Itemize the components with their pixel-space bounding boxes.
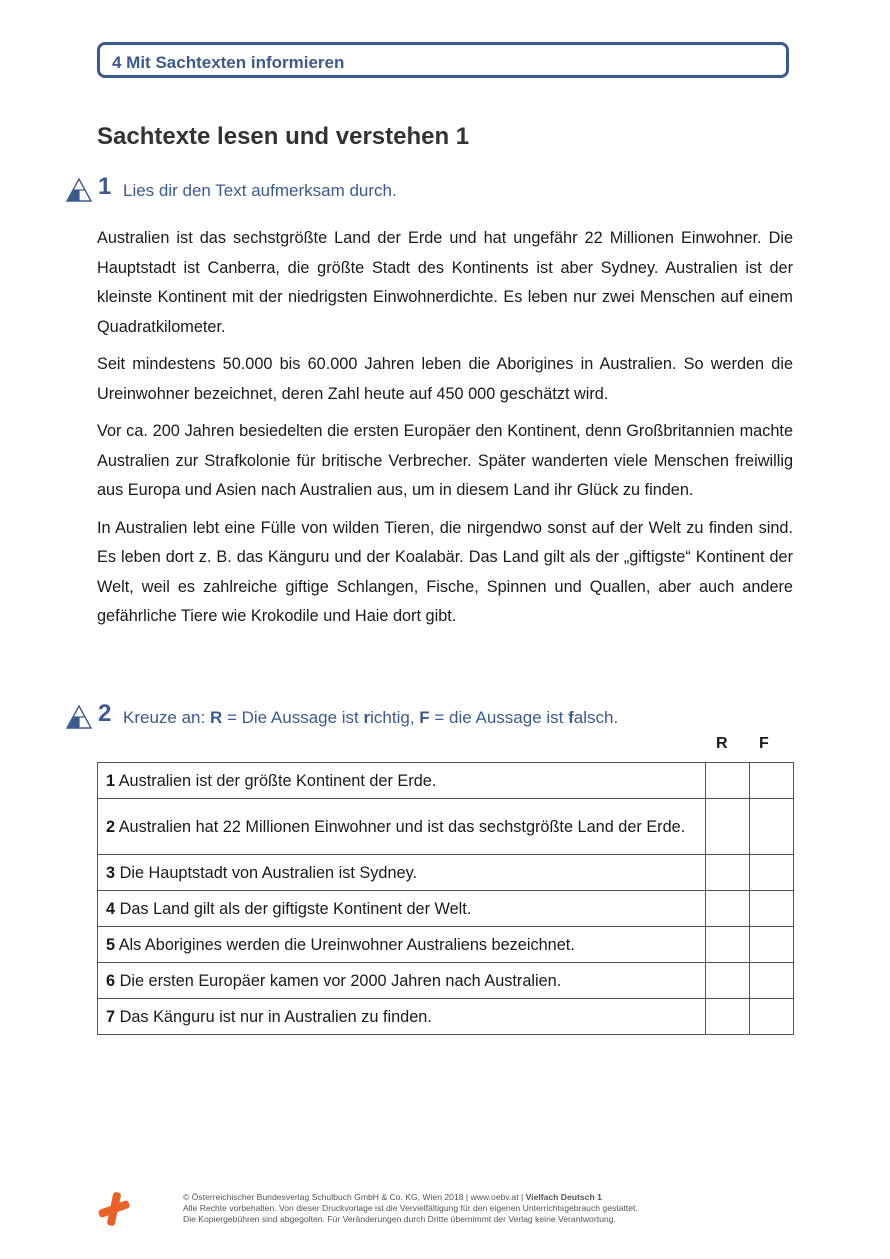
table-row [98, 999, 794, 1035]
statement-cell [98, 891, 706, 927]
table-row [98, 799, 794, 855]
task-instruction: Kreuze an: R = Die Aussage ist richtig, F = die Aussage ist falsch. [123, 708, 619, 727]
footer-copyright: © Österreichischer Bundesverlag Schulbuch GmbH & Co. KG, Wien 2018 | www.oebv.at | Vielfach Deutsch 1 Alle Rechte vorbehalten. Von dieser Druckvorlage ist die Vervielfältigung für den eigenen Unterrichtsgebrauch gestattet. Die Kopiergebühren sind abgegolten. Für Veränderungen durch Dritte übernimmt der Verlag keine Verantwortung. [183, 1192, 638, 1224]
checkbox-r[interactable] [706, 763, 750, 799]
column-header-r: R [716, 735, 728, 752]
statement-text: Als Aborigines werden die Ureinwohner Australiens bezeichnet. [118, 935, 575, 954]
difficulty-pyramid-icon [66, 705, 92, 729]
statement-number: 5 [106, 935, 116, 954]
checkbox-f[interactable] [750, 891, 794, 927]
checkbox-r[interactable] [706, 999, 750, 1035]
page-title: Sachtexte lesen und verstehen 1 [97, 123, 470, 150]
publisher-logo-icon [96, 1190, 132, 1228]
statement-text: Die Hauptstadt von Australien ist Sydney. [119, 863, 418, 882]
statement-text: Das Känguru ist nur in Australien zu finden. [119, 1007, 432, 1026]
task-instruction: Lies dir den Text aufmerksam durch. [123, 181, 397, 200]
table-row [98, 763, 794, 799]
checkbox-r[interactable] [706, 927, 750, 963]
table-row [98, 891, 794, 927]
statement-text: Australien hat 22 Millionen Einwohner und ist das sechstgrößte Land der Erde. [118, 817, 686, 836]
statement-text: Australien ist der größte Kontinent der Erde. [118, 771, 437, 790]
checkbox-f[interactable] [750, 963, 794, 999]
statement-number: 4 [106, 899, 116, 918]
chapter-header [97, 42, 789, 78]
checkbox-f[interactable] [750, 799, 794, 855]
checkbox-f[interactable] [750, 855, 794, 891]
paragraph: Vor ca. 200 Jahren besiedelten die ersten Europäer den Kontinent, denn Großbritannien machte Australien zur Strafkolonie für britische Verbrecher. Später wanderten viele Menschen freiwillig aus Europa und Asien nach Australien aus, um in diesem Land ihr Glück zu finden. [97, 422, 793, 499]
chapter-title: 4 Mit Sachtexten informieren [112, 53, 345, 72]
reading-text [97, 224, 793, 640]
table-row [98, 927, 794, 963]
statement-number: 1 [106, 771, 116, 790]
statement-cell [98, 799, 706, 855]
checkbox-f[interactable] [750, 999, 794, 1035]
statement-cell [98, 927, 706, 963]
checkbox-r[interactable] [706, 799, 750, 855]
task-number: 2 [98, 700, 112, 727]
statement-cell [98, 999, 706, 1035]
difficulty-pyramid-icon [66, 178, 92, 202]
checkbox-r[interactable] [706, 855, 750, 891]
statements-table [97, 762, 794, 1035]
paragraph: Seit mindestens 50.000 bis 60.000 Jahren leben die Aborigines in Australien. So werden die Ureinwohner bezeichnet, deren Zahl heute auf 450 000 geschätzt wird. [97, 355, 793, 403]
statement-cell [98, 855, 706, 891]
table-row [98, 855, 794, 891]
statement-text: Die ersten Europäer kamen vor 2000 Jahren nach Australien. [119, 971, 562, 990]
statement-number: 6 [106, 971, 116, 990]
task-number: 1 [98, 173, 112, 200]
paragraph: In Australien lebt eine Fülle von wilden Tieren, die nirgendwo sonst auf der Welt zu finden sind. Es leben dort z. B. das Känguru und der Koalabär. Das Land gilt als der „giftigste“ Kontinent der Welt, weil es zahlreiche giftige Schlangen, Fische, Spinnen und Quallen, aber auch andere gefährliche Tiere wie Krokodile und Haie dort gibt. [97, 518, 793, 625]
statement-number: 2 [106, 817, 116, 836]
paragraph: Australien ist das sechstgrößte Land der Erde und hat ungefähr 22 Millionen Einwohner. Die Hauptstadt ist Canberra, die größte Stadt des Kontinents ist aber Sydney. Australien ist der kleinste Kontinent mit der niedrigsten Einwohnerdichte. Es leben nur zwei Menschen auf einem Quadratkilometer. [97, 229, 793, 336]
checkbox-f[interactable] [750, 927, 794, 963]
statement-text: Das Land gilt als der giftigste Kontinent der Welt. [119, 899, 472, 918]
statement-number: 7 [106, 1007, 116, 1026]
checkbox-f[interactable] [750, 763, 794, 799]
statement-number: 3 [106, 863, 116, 882]
statement-cell [98, 763, 706, 799]
table-row [98, 963, 794, 999]
column-header-f: F [759, 735, 769, 752]
checkbox-r[interactable] [706, 891, 750, 927]
checkbox-r[interactable] [706, 963, 750, 999]
statement-cell [98, 963, 706, 999]
